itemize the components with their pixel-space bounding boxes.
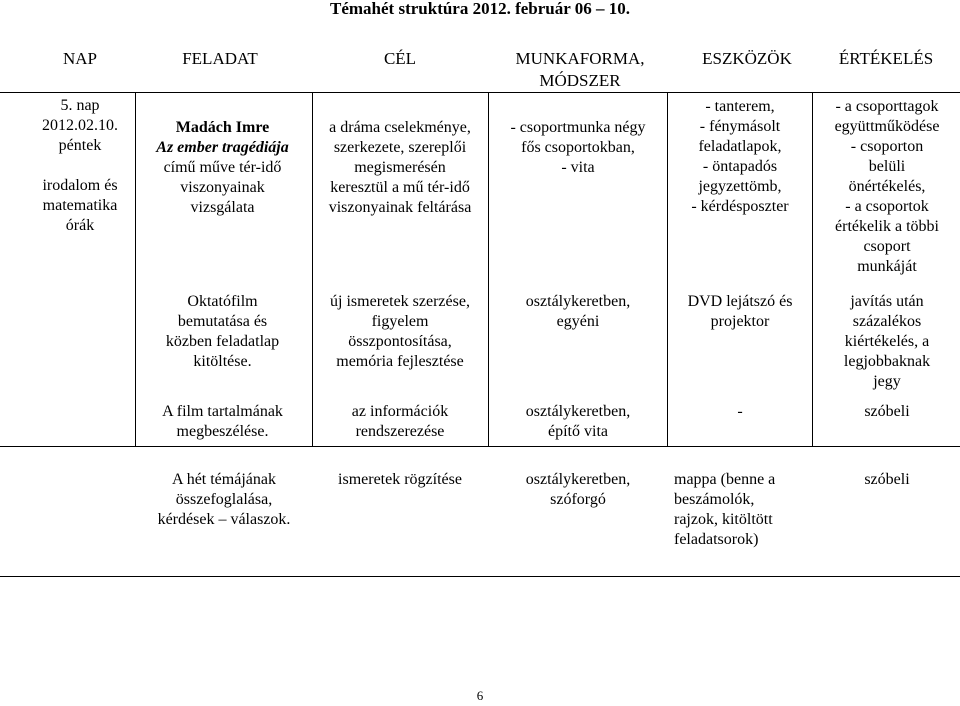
column-divider (135, 92, 136, 446)
row1-munkaforma (490, 118, 666, 178)
ertekeles-line: jegy (873, 373, 901, 390)
row3-munkaforma (490, 402, 666, 442)
eszkozok-line: jegyzettömb, (698, 178, 782, 195)
feladat-line: kitöltése. (193, 353, 252, 370)
feladat-line: című műve tér-idő (163, 159, 282, 176)
ertekeles-line: - csoporton (850, 138, 924, 155)
munkaforma-line: - csoportmunka négy (510, 119, 646, 136)
row3-feladat (140, 402, 305, 442)
header-nap: NAP (62, 49, 97, 68)
feladat-line: kérdések – válaszok. (157, 511, 291, 528)
ertekeles-line: csoport (863, 238, 911, 255)
munkaforma-line: osztálykeretben, (525, 471, 631, 488)
header-ertekeles: ÉRTÉKELÉS (838, 49, 934, 68)
munkaforma-line: - vita (561, 159, 595, 176)
row-divider (0, 576, 960, 577)
day-cell (30, 96, 130, 236)
munkaforma-line: építő vita (548, 423, 608, 440)
row-divider (0, 446, 960, 447)
row3-ertekeles (814, 402, 960, 422)
munkaforma-line: egyéni (556, 313, 600, 330)
feladat-line: Oktatófilm (187, 293, 258, 310)
ertekeles-line: javítás után (850, 293, 924, 310)
cel-line: viszonyainak feltárása (328, 199, 472, 216)
ertekeles-line: - a csoportok (845, 198, 929, 215)
cel-line: figyelem (371, 313, 429, 330)
column-divider (667, 92, 668, 446)
cel-line: összpontosítása, (348, 333, 452, 350)
ertekeles-line: önértékelés, (848, 178, 926, 195)
ertekeles-line: együttműködése (834, 118, 940, 135)
feladat-author: Madách Imre (175, 119, 270, 136)
row3-eszkozok (669, 402, 811, 422)
cel-line: rendszerezése (355, 423, 445, 440)
feladat-line: összefoglalása, (175, 491, 273, 508)
ertekeles-line: értékelik a többi (835, 218, 939, 235)
ertekeles-line: legjobbaknak (843, 353, 931, 370)
cel-line: keresztül a mű tér-idő (330, 179, 470, 196)
ertekeles-line: kiértékelés, a (844, 333, 930, 350)
eszkozok-line: rajzok, kitöltött (674, 511, 773, 528)
munkaforma-line: osztálykeretben, (525, 293, 631, 310)
day-line: péntek (58, 137, 102, 154)
munkaforma-line: fős csoportokban, (521, 139, 635, 156)
row1-eszkozok (669, 97, 811, 217)
row1-cel (314, 118, 486, 218)
ertekeles-line: - a csoporttagok (835, 98, 939, 115)
eszkozok-line: feladatsorok) (674, 531, 759, 548)
feladat-line: A hét témájának (172, 471, 276, 488)
day-line: irodalom és (42, 177, 118, 194)
cel-line: új ismeretek szerzése, (330, 293, 470, 310)
cel-line: az információk (351, 403, 449, 420)
eszkozok-line: DVD lejátszó és (687, 293, 793, 310)
row2-munkaforma (490, 292, 666, 332)
header-cel: CÉL (383, 49, 417, 68)
ertekeles-line: szóbeli (864, 403, 910, 420)
page-number: 6 (476, 688, 484, 703)
eszkozok-line: projektor (710, 313, 770, 330)
row4-feladat (138, 470, 310, 530)
row4-munkaforma (490, 470, 666, 510)
cel-line: memória fejlesztése (336, 353, 464, 370)
row4-eszkozok (674, 470, 810, 550)
header-munkaforma (490, 48, 670, 92)
feladat-line: megbeszélése. (176, 423, 269, 440)
row4-cel (314, 470, 486, 490)
column-divider (488, 92, 489, 446)
eszkozok-line: - tanterem, (705, 98, 775, 115)
day-line: 2012.02.10. (42, 117, 118, 134)
eszkozok-line: - fénymásolt (699, 118, 781, 135)
page-title: Témahét struktúra 2012. február 06 – 10. (330, 0, 630, 18)
day-line: órák (65, 217, 95, 234)
feladat-line: A film tartalmának (162, 403, 283, 420)
day-line (30, 156, 130, 176)
column-divider (812, 92, 813, 446)
row2-feladat (140, 292, 305, 372)
day-line: 5. nap (60, 97, 100, 114)
row2-eszkozok (669, 292, 811, 332)
header-feladat: FELADAT (182, 49, 258, 68)
cel-line: ismeretek rögzítése (338, 471, 462, 488)
day-line: matematika (42, 197, 118, 214)
cel-line: szerkezete, szereplői (333, 139, 467, 156)
row2-ertekeles (814, 292, 960, 392)
eszkozok-line: beszámolók, (674, 491, 755, 508)
eszkozok-line: - kérdésposzter (691, 198, 789, 215)
munkaforma-line: szóforgó (550, 491, 606, 508)
ertekeles-line: belüli (868, 158, 906, 175)
ertekeles-line: szóbeli (864, 471, 910, 488)
eszkozok-line: feladatlapok, (698, 138, 782, 155)
ertekeles-line: munkáját (857, 258, 917, 275)
ertekeles-line: százalékos (852, 313, 922, 330)
munkaforma-line: osztálykeretben, (525, 403, 631, 420)
cel-line: megismerésén (354, 159, 446, 176)
eszkozok-line: - (737, 403, 743, 420)
row1-ertekeles (814, 97, 960, 277)
feladat-line: közben feladatlap (165, 333, 280, 350)
row4-ertekeles (814, 470, 960, 490)
row1-feladat (140, 118, 305, 218)
column-divider (312, 92, 313, 446)
row2-cel (314, 292, 486, 372)
header-munkaforma-line: MUNKAFORMA, (515, 49, 645, 68)
row-divider (0, 92, 960, 93)
header-munkaforma-line: MÓDSZER (539, 71, 621, 90)
eszkozok-line: mappa (benne a (674, 471, 776, 488)
feladat-line: bemutatása és (177, 313, 268, 330)
feladat-work-title: Az ember tragédiája (156, 139, 289, 156)
eszkozok-line: - öntapadós (702, 158, 778, 175)
feladat-line: viszonyainak (180, 179, 265, 196)
cel-line: a dráma cselekménye, (329, 119, 471, 136)
row3-cel (314, 402, 486, 442)
header-eszkozok: ESZKÖZÖK (702, 49, 792, 68)
feladat-line: vizsgálata (190, 199, 255, 216)
